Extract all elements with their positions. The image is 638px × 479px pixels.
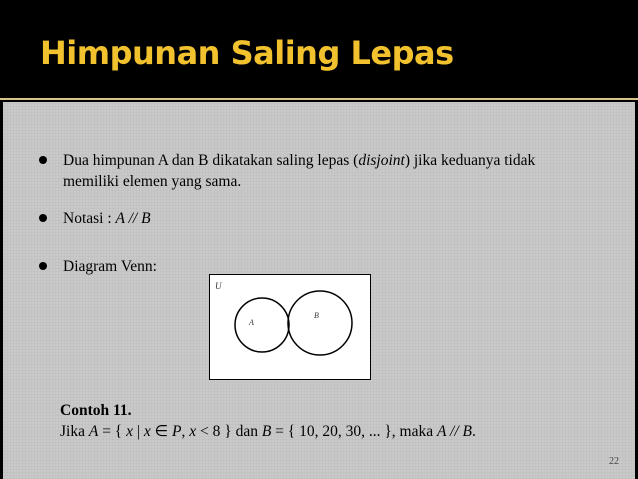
slide-title: Himpunan Saling Lepas [40, 34, 454, 72]
bullet-text [63, 208, 583, 229]
notation-label: Notasi : [63, 210, 116, 227]
example-block [60, 400, 476, 442]
set-a-circle [235, 298, 289, 352]
set-b-symbol: B [261, 423, 272, 440]
notation-symbol: A // B [115, 210, 151, 227]
bullet-dot-icon [39, 214, 47, 222]
variable-x: x [143, 423, 151, 440]
example-text-part: . [472, 423, 476, 440]
definition-term: disjoint [358, 152, 405, 169]
example-text-part: , [181, 423, 190, 440]
bullet-dot-icon [39, 156, 47, 164]
universe-label: U [215, 281, 222, 291]
title-bar [0, 0, 638, 100]
set-p-symbol: P [172, 423, 182, 440]
definition-text-start: Dua himpunan A dan B dikatakan saling lepas ( [63, 152, 359, 169]
bullet-notation [39, 208, 583, 229]
variable-x: x [189, 423, 197, 440]
example-text-part: = { 10, 20, 30, ... }, maka [271, 423, 437, 440]
set-a-symbol: A [88, 423, 99, 440]
set-a-label: A [249, 318, 254, 327]
slide-content [3, 102, 635, 479]
example-title: Contoh 11. [60, 402, 132, 419]
example-text [60, 421, 476, 442]
bullet-dot-icon [39, 262, 47, 270]
variable-x: x [126, 423, 134, 440]
title-divider [0, 98, 638, 100]
example-text-part: | [133, 423, 144, 440]
example-text-part: Jika [60, 423, 89, 440]
example-text-part: = { [98, 423, 127, 440]
page-number: 22 [609, 456, 619, 467]
venn-label: Diagram Venn: [63, 258, 157, 275]
example-text-part: < 8 } dan [196, 423, 262, 440]
element-of-symbol: ∈ [150, 423, 173, 440]
venn-diagram-graphic [210, 275, 370, 379]
disjoint-notation: A // B [436, 423, 473, 440]
bullet-text [63, 150, 583, 192]
venn-diagram [209, 274, 371, 380]
definition-text-end: ) jika keduanya tidak memiliki elemen yang sama. [63, 152, 536, 190]
bullet-definition [39, 150, 583, 192]
set-b-label: B [314, 311, 319, 320]
set-b-circle [288, 291, 352, 355]
